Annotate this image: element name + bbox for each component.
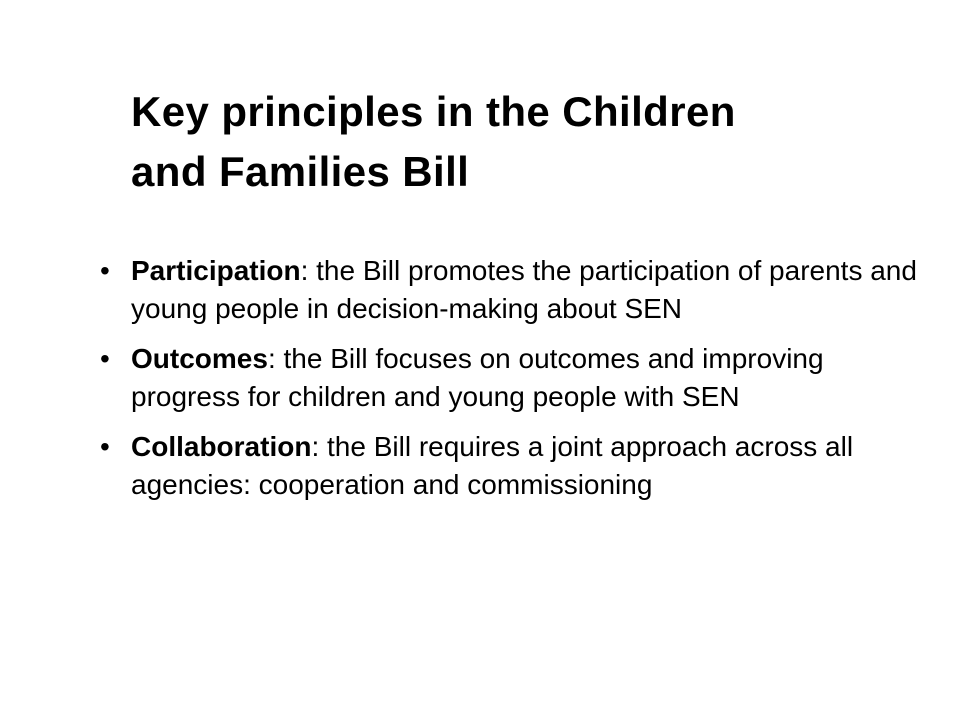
bullet-term: Outcomes <box>131 343 268 374</box>
bullet-item-participation <box>100 252 930 328</box>
bullet-term: Collaboration <box>131 431 312 462</box>
bullet-item-collaboration <box>100 428 930 504</box>
slide-title <box>131 82 921 202</box>
bullet-item-outcomes <box>100 340 930 416</box>
bullet-text: : the Bill requires a joint approach across all agencies: cooperation and commissioning <box>131 431 854 500</box>
slide-title-line-2: and Families Bill <box>131 148 470 195</box>
bullet-dot-icon: • <box>100 431 110 462</box>
bullet-dot-icon: • <box>100 343 110 374</box>
bullet-text: : the Bill focuses on outcomes and improving progress for children and young people with SEN <box>131 343 824 412</box>
bullet-text: : the Bill promotes the participation of parents and young people in decision-making about SEN <box>131 255 917 324</box>
bullet-list <box>100 252 930 514</box>
bullet-dot-icon: • <box>100 255 110 286</box>
slide-title-line-1: Key principles in the Children <box>131 88 736 135</box>
bullet-term: Participation <box>131 255 301 286</box>
